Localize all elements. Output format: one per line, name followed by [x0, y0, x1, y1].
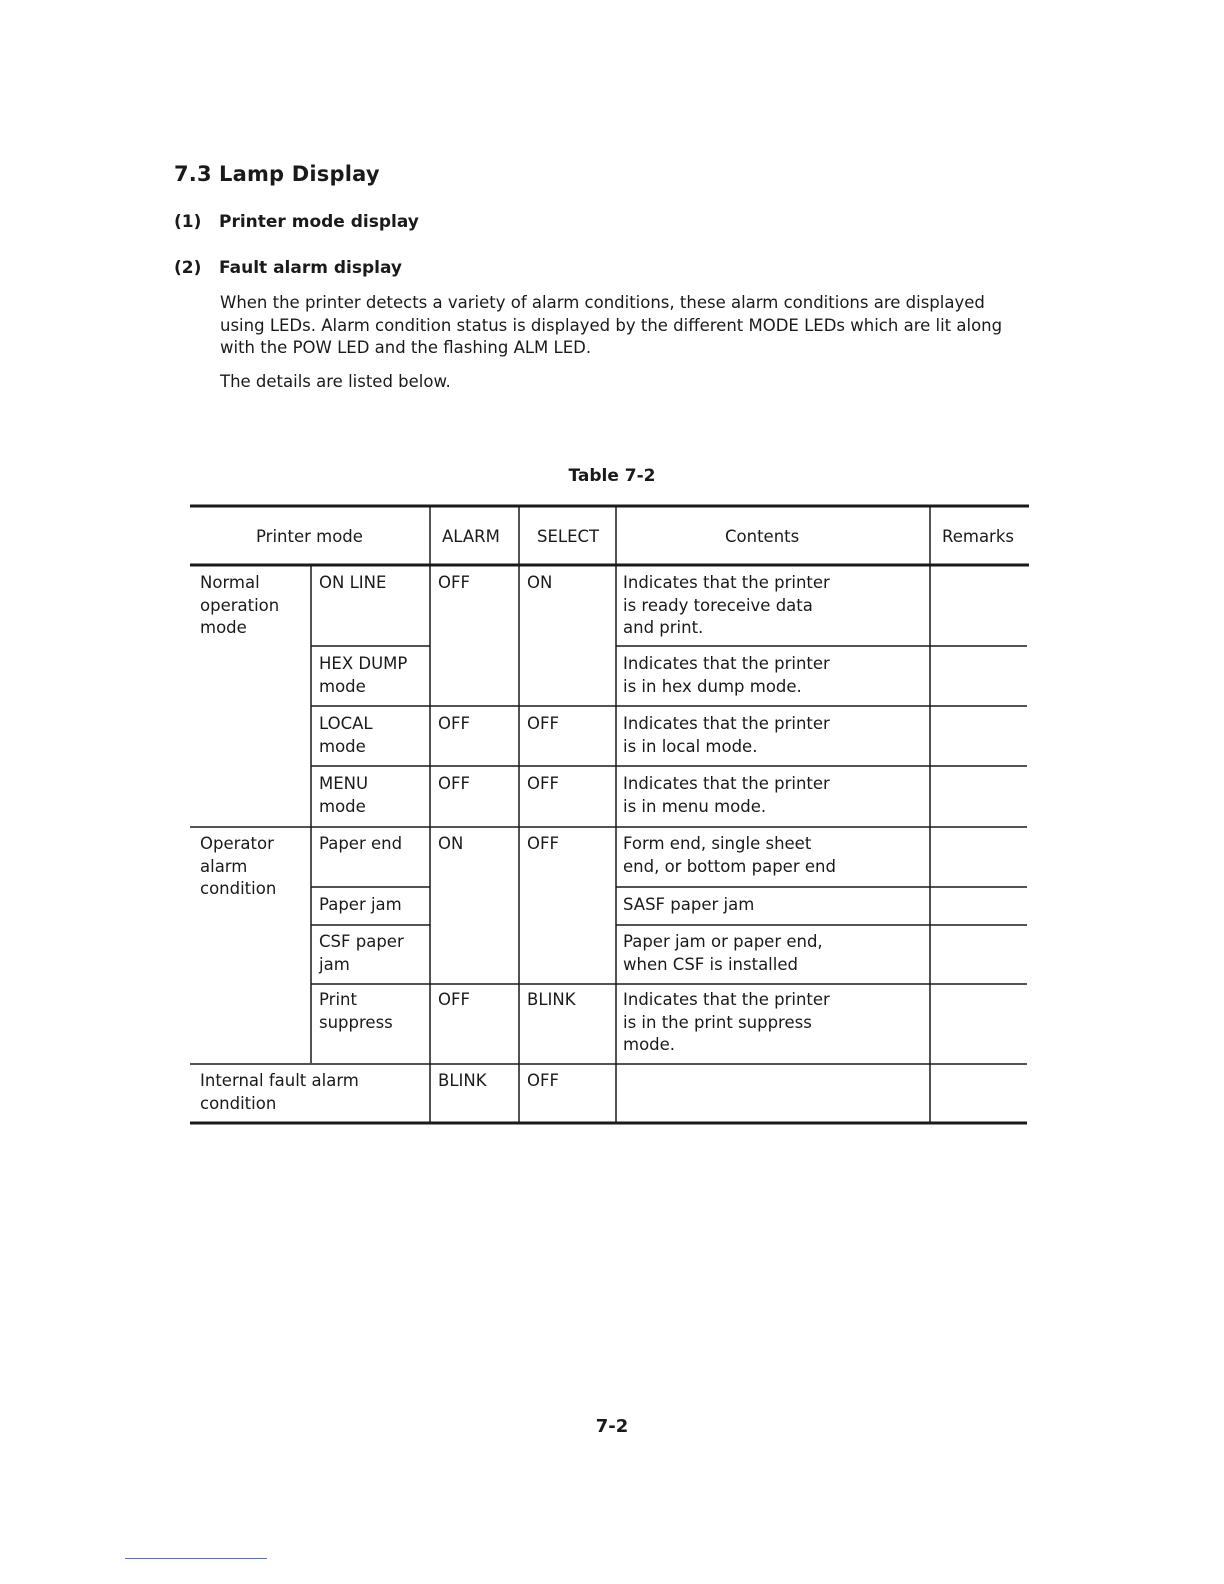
contents-menu: Indicates that the printer is in menu mode.	[623, 774, 830, 816]
contents-csf-paper-jam: Paper jam or paper end, when CSF is installed	[623, 932, 823, 974]
section-title: Lamp Display	[219, 162, 380, 186]
mode-local: LOCAL mode	[319, 714, 373, 756]
item-1-title: Printer mode display	[219, 212, 419, 232]
mode-menu: MENU mode	[319, 774, 369, 816]
group-normal-operation: Normal operation mode	[200, 573, 280, 637]
item-1-number: (1)	[174, 212, 202, 232]
contents-local: Indicates that the printer is in local mode.	[623, 714, 830, 756]
header-printer-mode: Printer mode	[256, 527, 363, 546]
header-contents: Contents	[725, 527, 800, 546]
mode-csf-paper-jam: CSF paper jam	[319, 932, 404, 974]
select-internal-fault: OFF	[527, 1071, 559, 1090]
mode-on-line: ON LINE	[319, 573, 387, 592]
header-remarks: Remarks	[942, 527, 1014, 546]
select-on-line: ON	[527, 573, 553, 592]
contents-paper-end: Form end, single sheet end, or bottom paper end	[623, 834, 836, 876]
group-operator-alarm: Operator alarm condition	[200, 834, 277, 898]
item-2-title: Fault alarm display	[219, 258, 402, 278]
contents-on-line: Indicates that the printer is ready toreceive data and print.	[623, 573, 830, 637]
alarm-local: OFF	[438, 714, 470, 733]
header-alarm: ALARM	[442, 527, 500, 546]
contents-print-suppress: Indicates that the printer is in the print suppress mode.	[623, 990, 830, 1054]
table-caption: Table 7-2	[568, 466, 656, 486]
description-line-2: using LEDs. Alarm condition status is displayed by the different MODE LEDs which are lit along	[220, 315, 1003, 335]
details-paragraph: The details are listed below.	[220, 372, 451, 391]
mode-print-suppress: Print suppress	[319, 990, 393, 1032]
section-number: 7.3	[174, 162, 212, 186]
alarm-print-suppress: OFF	[438, 990, 470, 1009]
alarm-menu: OFF	[438, 774, 470, 793]
mode-paper-jam: Paper jam	[319, 895, 402, 914]
group-internal-fault: Internal fault alarm condition	[200, 1071, 359, 1113]
footer-rule	[125, 1558, 267, 1559]
contents-hex-dump: Indicates that the printer is in hex dump mode.	[623, 654, 830, 696]
select-local: OFF	[527, 714, 559, 733]
mode-paper-end: Paper end	[319, 834, 403, 853]
item-2-number: (2)	[174, 258, 202, 278]
contents-paper-jam: SASF paper jam	[623, 895, 755, 914]
select-menu: OFF	[527, 774, 559, 793]
select-print-suppress: BLINK	[527, 990, 576, 1009]
alarm-paper-end: ON	[438, 834, 464, 853]
alarm-internal-fault: BLINK	[438, 1071, 487, 1090]
header-select: SELECT	[537, 527, 600, 546]
mode-hex-dump: HEX DUMP mode	[319, 654, 408, 696]
page-number: 7-2	[595, 1416, 629, 1437]
description-line-3: with the POW LED and the flashing ALM LED.	[220, 338, 592, 357]
select-paper-end: OFF	[527, 834, 559, 853]
description-line-1: When the printer detects a variety of alarm conditions, these alarm conditions are displayed	[220, 293, 985, 312]
alarm-on-line: OFF	[438, 573, 470, 592]
